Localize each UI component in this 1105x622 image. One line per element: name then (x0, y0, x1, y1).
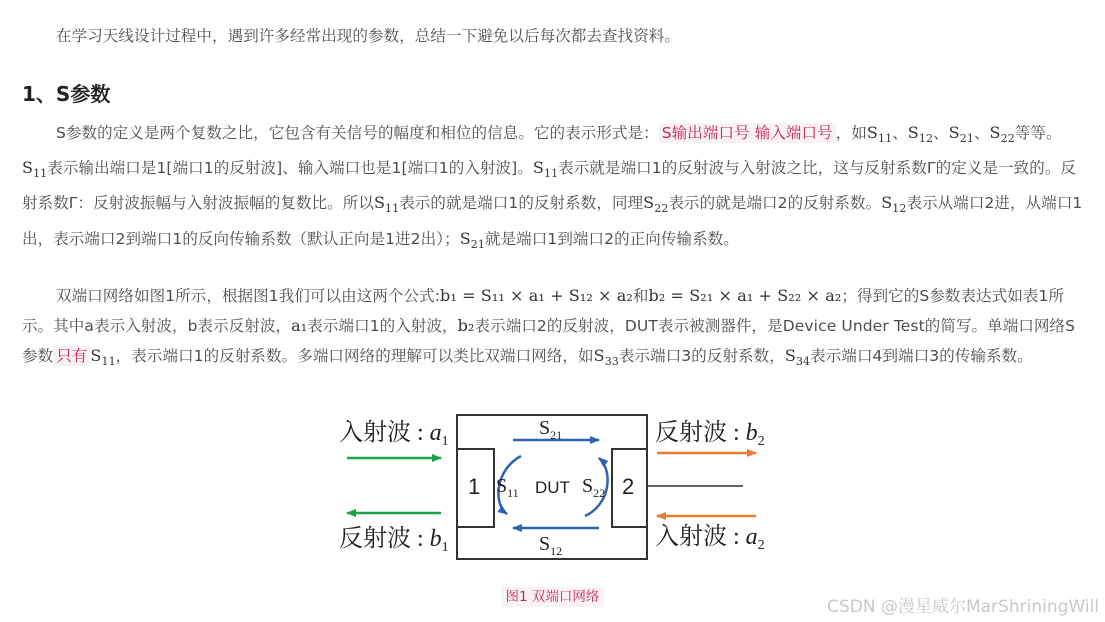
figure-caption: 图1 双端口网络 (0, 585, 1105, 605)
inline-code-port-format: S输出端口号 输入端口号 (659, 123, 836, 143)
section-heading: 1、S参数 (22, 82, 111, 106)
port1-number: 1 (468, 474, 481, 499)
s21-label: $S_{21}$ (539, 417, 563, 442)
two-port-paragraph: 双端口网络如图1所示，根据图1我们可以由这两个公式:b₁ = S₁₁ × a₁ + S₁₂ × a₂和b₂ = S₂₁ × a₁ + S₂₂ × a₂；得到它的S参数表达式如表1所示。其中a表示入射波，b表示反射波，a₁表示端口1的入射波，b₂表示端口2的反射波，DUT表示被测器件，是Device Under Test的简写。单端口网络S参数 只有 $S_{11}$，表示端口1的反射系数。多端口网络的理解可以类比双端口网络，如$S_{33}$表示端口3的反射系数，$S_{34}$表示端口4到端口3的传输系数。 (22, 286, 1076, 369)
left-reflected-label: 反射波 : $b_1$ (339, 526, 449, 555)
left-incident-label: 入射波 : $a_1$ (339, 420, 449, 449)
two-port-network-figure (333, 408, 779, 564)
s12-label: $S_{12}$ (539, 533, 563, 558)
s11-label: $S_{11}$ (496, 475, 519, 500)
port2-number: 2 (622, 474, 635, 499)
intro-paragraph: 在学习天线设计过程中，遇到许多经常出现的参数，总结一下避免以后每次都去查找资料。 (56, 27, 681, 45)
s22-label: $S_{22}$ (582, 475, 606, 500)
csdn-watermark: CSDN @漫星威尔MarShriningWill (827, 597, 1099, 617)
dut-label: DUT (535, 478, 570, 497)
s-parameter-paragraph: S参数的定义是两个复数之比，它包含有关信号的幅度和相位的信息。它的表示形式是： S输出端口号 输入端口号 ，如$S_{11}$、$S_{12}$、$S_{21}$、$S_{22}$等等。$S_{11}$表示输出端口是1[端口1的反射波]、输入端口也是1[端口1的入射波]。$S_{11}$表示就是端口1的反射波与入射波之比，这与反射系数Γ的定义是一致的。反射系数Γ：反射波振幅与入射波振幅的复数比。所以$S_{11}$表示的就是端口1的反射系数，同理$S_{22}$表示的就是端口2的反射系数。$S_{12}$表示从端口2进，从端口1出，表示端口2到端口1的反向传输系数（默认正向是1进2出）；$S_{21}$就是端口1到端口2的正向传输系数。 (22, 123, 1083, 251)
right-reflected-label: 反射波 : $b_2$ (655, 420, 765, 449)
inline-code-only: 只有 (53, 346, 90, 366)
right-incident-label: 入射波 : $a_2$ (655, 524, 765, 553)
